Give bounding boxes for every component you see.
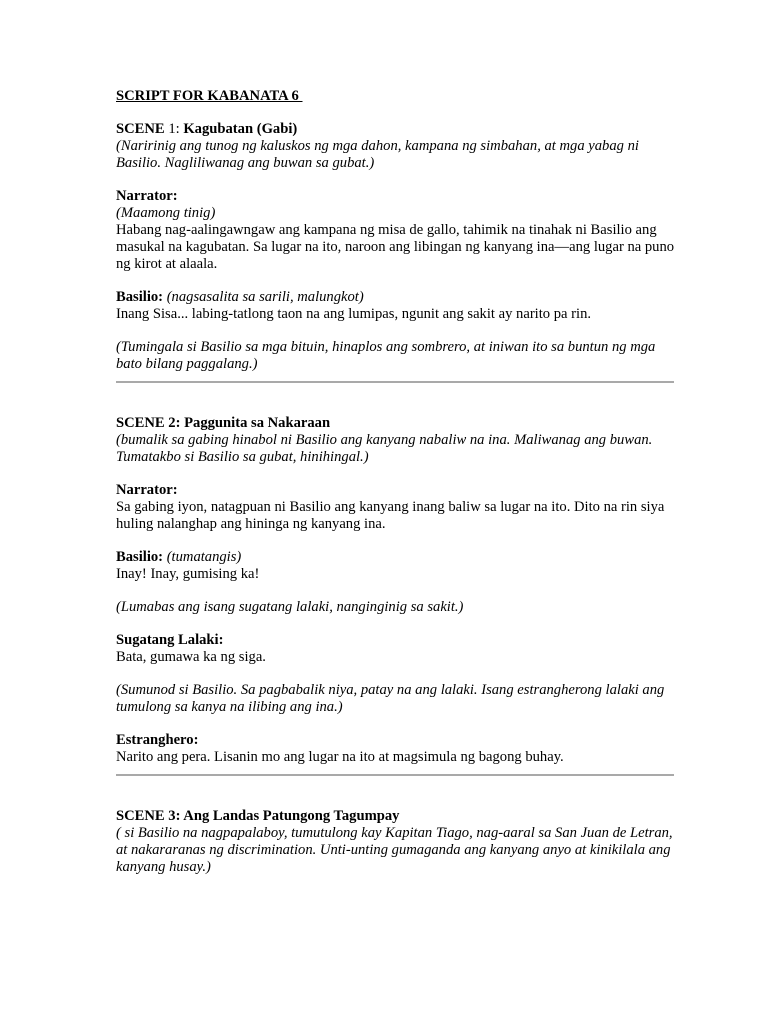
speaker-label: Narrator: bbox=[116, 188, 178, 204]
section-divider bbox=[116, 774, 674, 776]
speaker-label: Basilio: bbox=[116, 289, 164, 305]
dialogue-line: Habang nag-aalingawngaw ang kampana ng misa de gallo, tahimik na tinahak ni Basilio ang masukal na kagubatan. Sa lugar na ito, naroon ang libingan ng kanyang ina—ang lugar na puno ng kirot at alaala. bbox=[116, 222, 675, 272]
scene-2-estranghero-block bbox=[116, 732, 676, 766]
scene-2-direction-2: (Lumabas ang isang sugatang lalaki, nanginginig sa sakit.) bbox=[116, 599, 464, 615]
scene-1-heading-number: 1: bbox=[168, 121, 180, 137]
scene-3-direction: ( si Basilio na nagpapalaboy, tumutulong kay Kapitan Tiago, nag-aaral sa San Juan de Letran, at nakararanas ng discrimination. Unti-unting gumaganda ang kanyang anyo at kinikilala ang kanyang husay.) bbox=[116, 825, 673, 875]
dialogue-line: Inay! Inay, gumising ka! bbox=[116, 566, 260, 582]
speaker-label: Sugatang Lalaki: bbox=[116, 632, 224, 648]
scene-1-heading-rest: Kagubatan (Gabi) bbox=[179, 121, 298, 137]
dialogue-line: Inang Sisa... labing-tatlong taon na ang lumipas, ngunit ang sakit ay narito pa rin. bbox=[116, 306, 592, 322]
dialogue-line: Sa gabing iyon, natagpuan ni Basilio ang kanyang inang baliw sa lugar na ito. Dito na rin siya huling nalanghap ang hininga ng kanyang ina. bbox=[116, 499, 665, 532]
stage-tone: (nagsasalita sa sarili, malungkot) bbox=[166, 289, 364, 305]
speaker-label: Basilio: bbox=[116, 549, 164, 565]
scene-2-sugatang-block bbox=[116, 632, 676, 666]
stage-tone: (tumatangis) bbox=[166, 549, 242, 565]
scene-3 bbox=[116, 808, 676, 876]
scene-2-narrator-block bbox=[116, 482, 676, 533]
scene-2-direction: (bumalik sa gabing hinabol ni Basilio ang kanyang nabaliw na ina. Maliwanag ang buwan. Tumatakbo si Basilio sa gubat, hinihingal.) bbox=[116, 432, 653, 465]
dialogue-line: Bata, gumawa ka ng siga. bbox=[116, 649, 266, 665]
document-page bbox=[116, 88, 676, 876]
speaker-label: Narrator: bbox=[116, 482, 178, 498]
scene-2-basilio-block bbox=[116, 549, 676, 583]
scene-2-direction-3: (Sumunod si Basilio. Sa pagbabalik niya, patay na ang lalaki. Isang estrangherong lalaki ang tumulong sa kanya na ilibing ang ina.) bbox=[116, 682, 665, 715]
scene-1-heading-prefix: SCENE bbox=[116, 121, 169, 137]
scene-1-basilio-block bbox=[116, 289, 676, 323]
script-title: SCRIPT FOR KABANATA 6 bbox=[116, 88, 303, 104]
speaker-label: Estranghero: bbox=[116, 732, 199, 748]
scene-1-closing-direction: (Tumingala si Basilio sa mga bituin, hinaplos ang sombrero, at iniwan ito sa buntun ng mga bato bilang paggalang.) bbox=[116, 339, 656, 372]
scene-1-narrator-block bbox=[116, 188, 676, 273]
speaker-line bbox=[116, 549, 676, 566]
scene-2 bbox=[116, 415, 676, 766]
speaker-line bbox=[116, 289, 676, 306]
stage-tone: (Maamong tinig) bbox=[116, 205, 216, 221]
dialogue-line: Narito ang pera. Lisanin mo ang lugar na ito at magsimula ng bagong buhay. bbox=[116, 749, 564, 765]
scene-3-heading: SCENE 3: Ang Landas Patungong Tagumpay bbox=[116, 808, 400, 824]
scene-1-heading bbox=[116, 121, 676, 138]
section-divider bbox=[116, 381, 674, 383]
scene-1 bbox=[116, 121, 676, 373]
scene-2-heading: SCENE 2: Paggunita sa Nakaraan bbox=[116, 415, 331, 431]
scene-1-direction: (Naririnig ang tunog ng kaluskos ng mga dahon, kampana ng simbahan, at mga yabag ni Basilio. Nagliliwanag ang buwan sa gubat.) bbox=[116, 138, 639, 171]
